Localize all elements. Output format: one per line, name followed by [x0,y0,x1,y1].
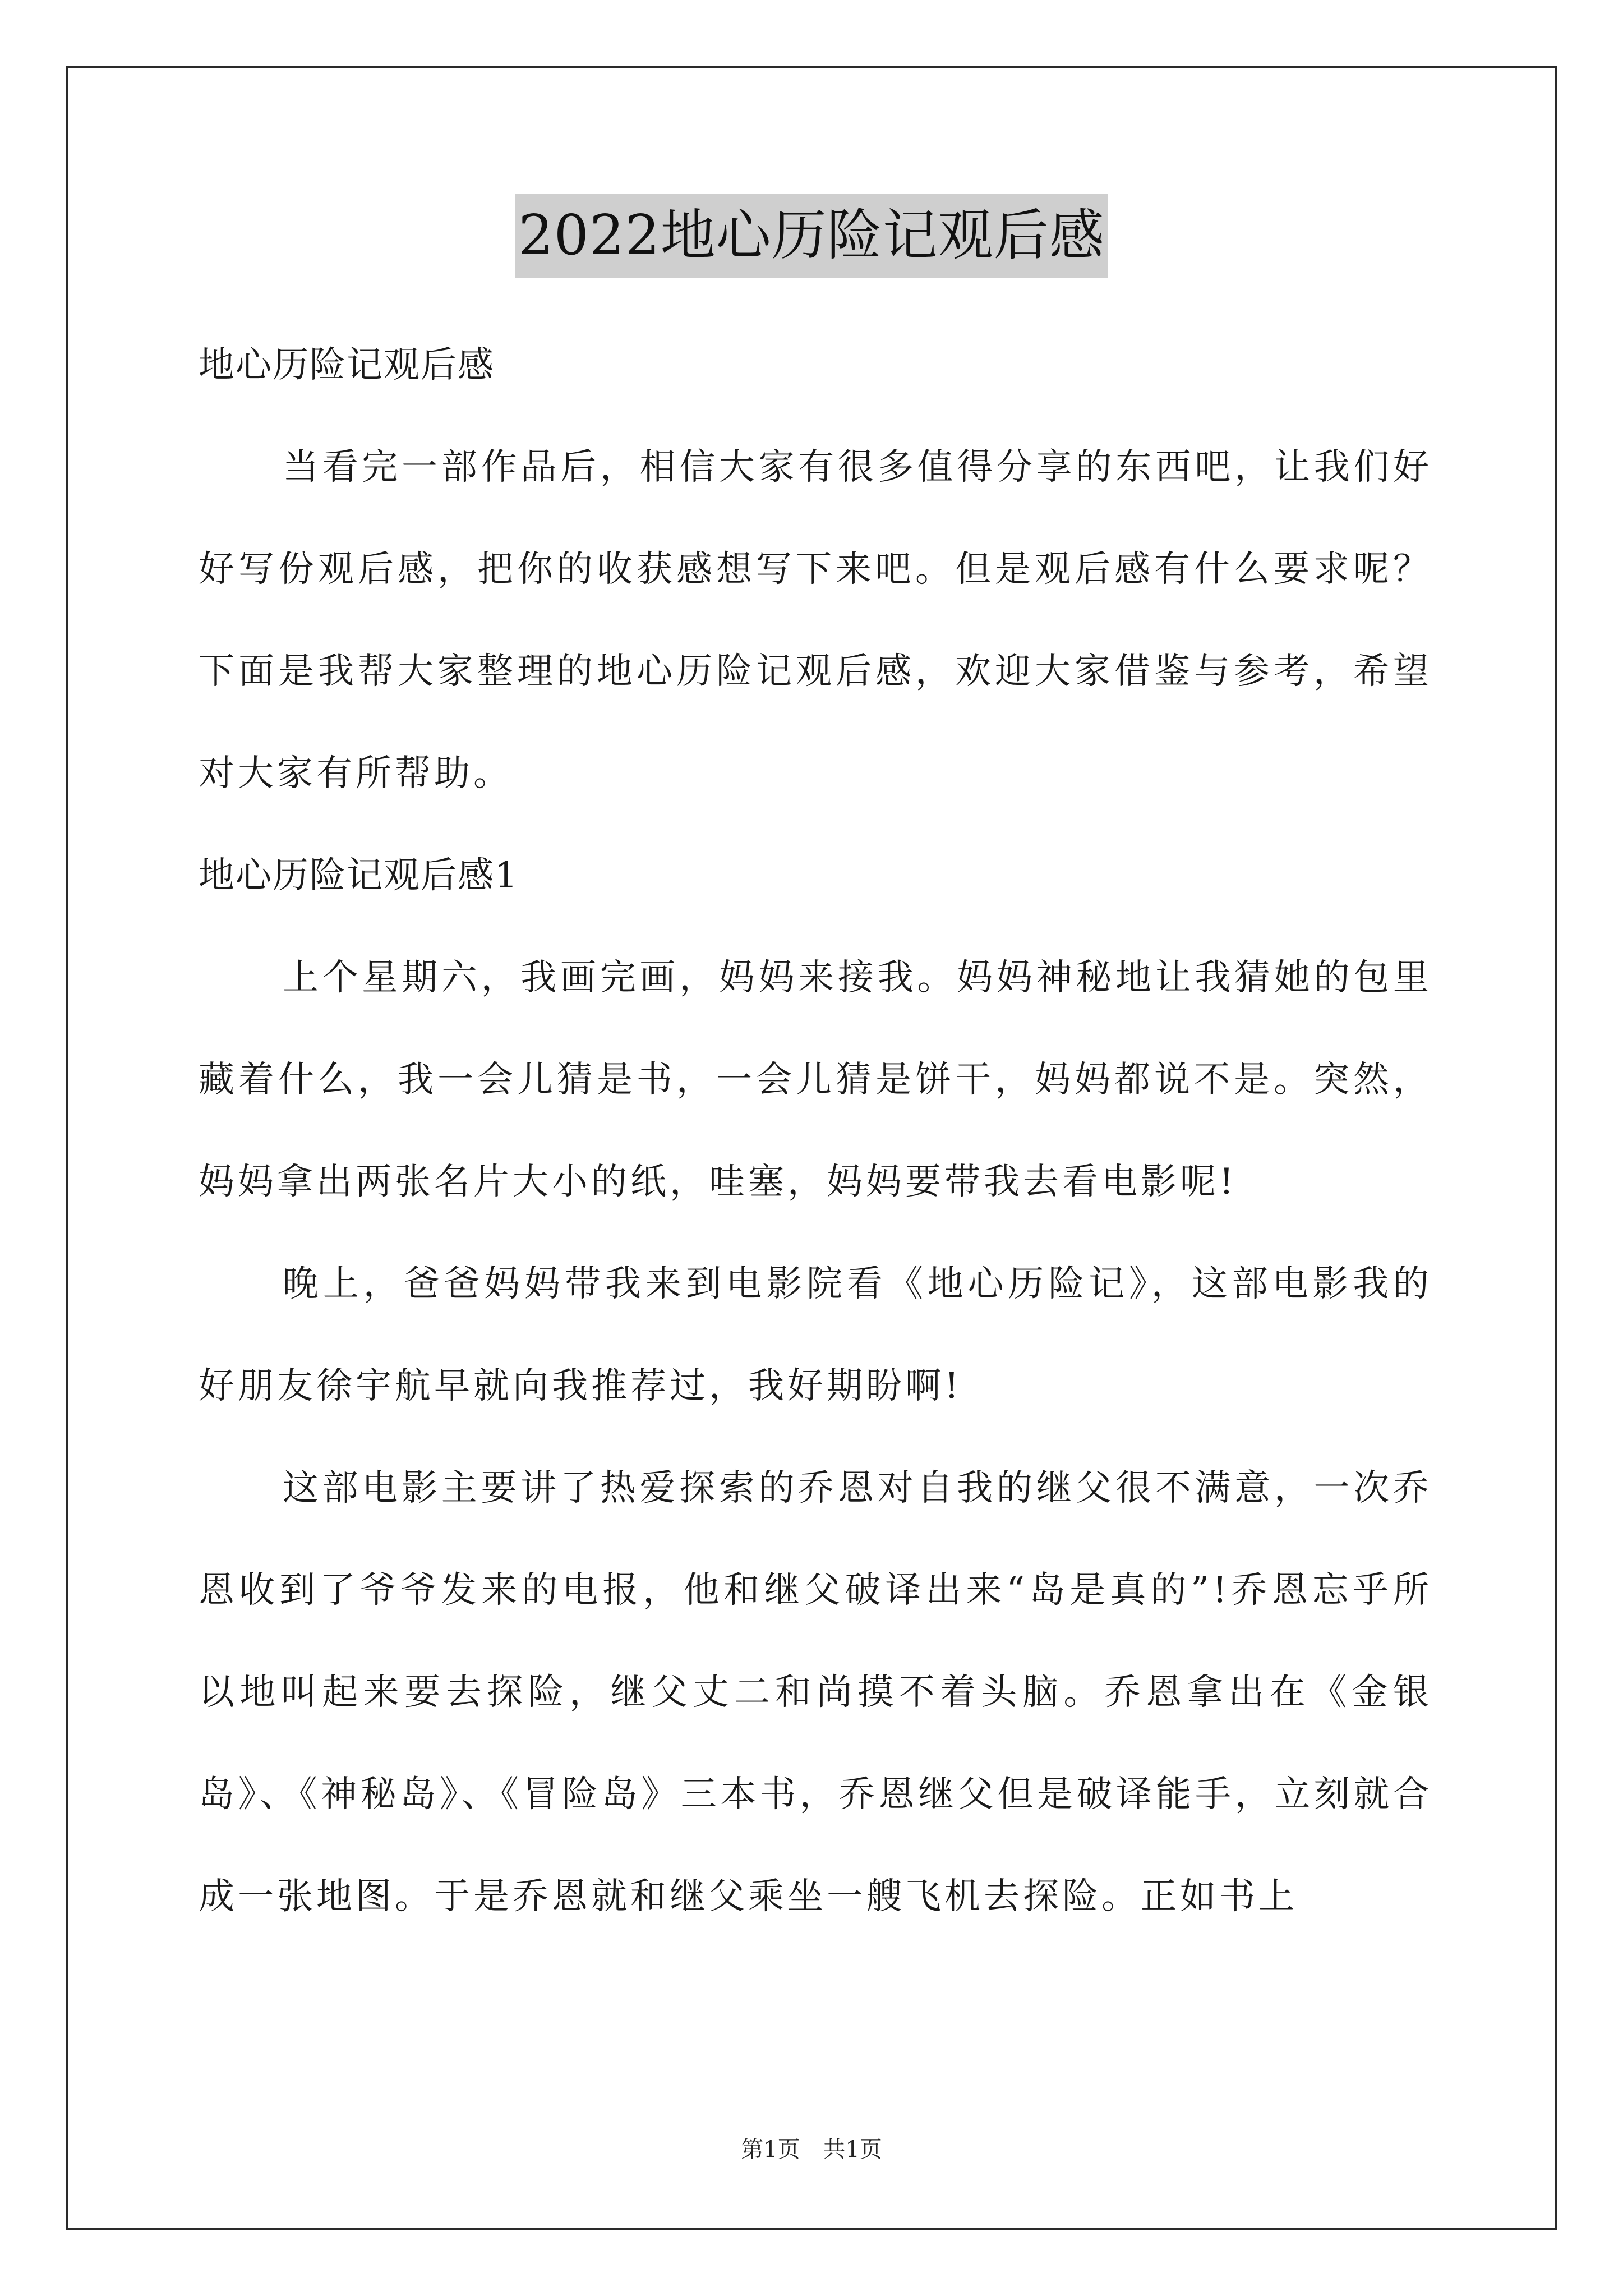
page-total: 共1页 [823,2137,882,2162]
page-footer [0,2132,1623,2164]
paragraph: 这部电影主要讲了热爱探索的乔恩对自我的继父很不满意，一次乔恩收到了爷爷发来的电报，他和继父破译出来“岛是真的”!乔恩忘乎所以地叫起来要去探险，继父丈二和尚摸不着头脑。乔恩拿出在《金银岛》、《神秘岛》、《冒险岛》三本书，乔恩继父但是破译能手，立刻就合成一张地图。于是乔恩就和继父乘坐一艘飞机去探险。正如书上 [199,1467,1432,1917]
paragraph: 上个星期六，我画完画，妈妈来接我。妈妈神秘地让我猜她的包里藏着什么，我一会儿猜是书，一会儿猜是饼干，妈妈都说不是。突然，妈妈拿出两张名片大小的纸，哇塞，妈妈要带我去看电影呢! [199,957,1432,1203]
paragraph: 当看完一部作品后，相信大家有很多值得分享的东西吧，让我们好好写份观后感，把你的收获感想写下来吧。但是观后感有什么要求呢？下面是我帮大家整理的地心历险记观后感，欢迎大家借鉴与参考，希望对大家有所帮助。 [199,447,1432,794]
document-title: 2022地心历险记观后感 [515,194,1108,278]
section-heading: 地心历险记观后感1 [199,855,519,896]
page-number: 第1页 [741,2137,800,2162]
section-heading: 地心历险记观后感 [199,344,495,386]
title-container [0,194,1623,278]
paragraph: 晚上，爸爸妈妈带我来到电影院看《地心历险记》，这部电影我的好朋友徐宇航早就向我推荐过，我好期盼啊! [199,1263,1432,1407]
document-body [199,314,1432,1948]
